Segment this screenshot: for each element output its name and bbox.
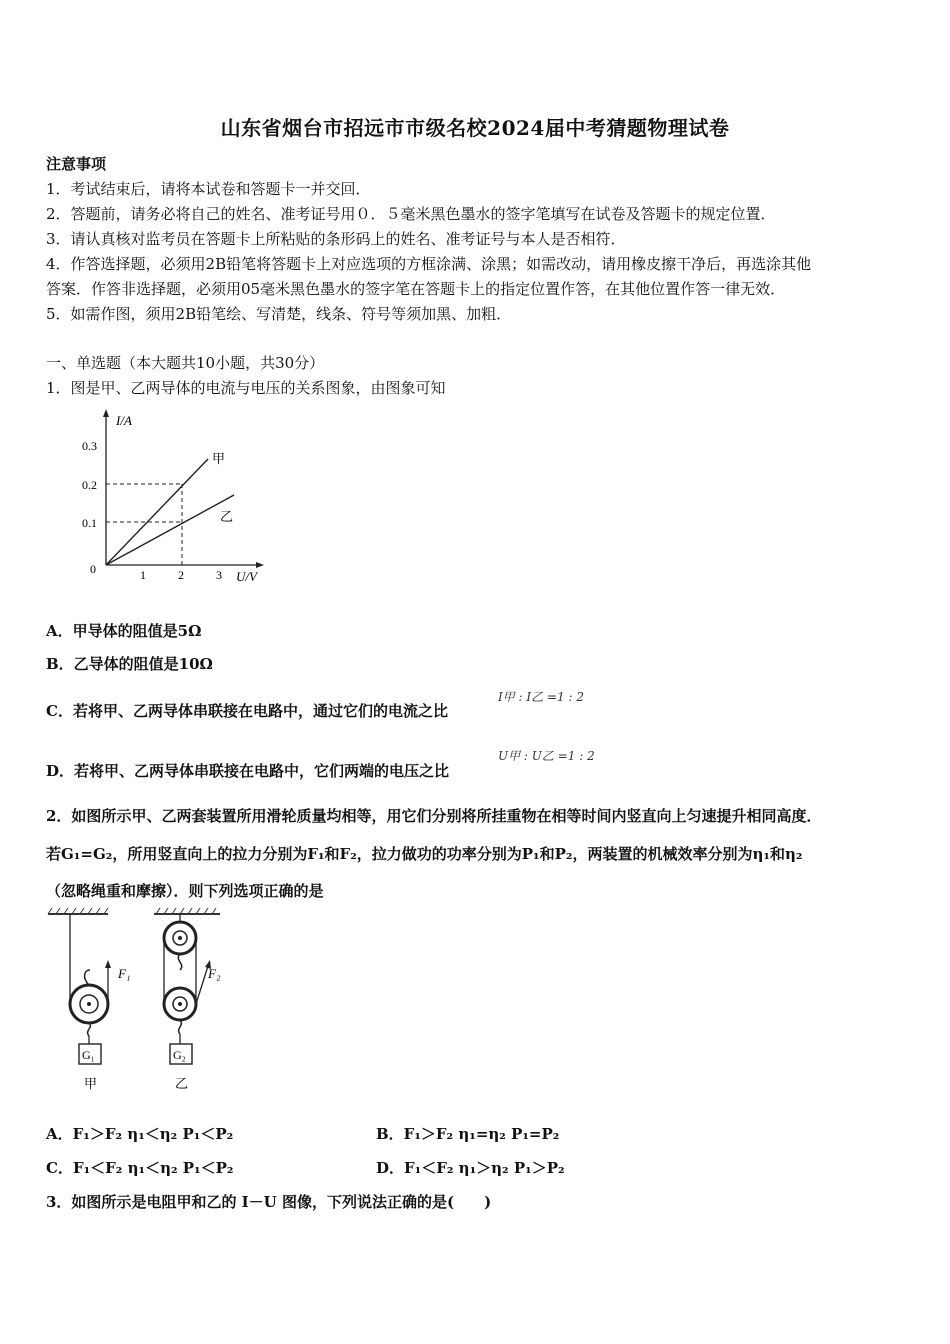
q1-option-a: A．甲导体的阻值是5Ω: [46, 622, 202, 640]
line-jia-label: 甲: [212, 451, 226, 466]
notice-heading: 注意事项: [46, 155, 107, 173]
notice-item: 2．答题前，请务必将自己的姓名、准考证号用０．５毫米黑色墨水的签字笔填写在试卷及答题卡的规定位置．: [46, 205, 776, 223]
q1-option-b: B．乙导体的阻值是10Ω: [46, 655, 213, 673]
notice-item: 3．请认真核对监考员在答题卡上所粘贴的条形码上的姓名、准考证号与本人是否相符．: [46, 230, 626, 248]
q2-pulley-figure: [44, 908, 244, 1098]
q2-option-b: B．F₁＞F₂ η₁=η₂ P₁=P₂: [376, 1125, 560, 1143]
origin-label: 0: [90, 562, 96, 576]
section-heading: 一、单选题（本大题共10小题，共30分）: [46, 354, 325, 372]
line-jia: [106, 459, 208, 565]
y-tick-label: 0.2: [82, 478, 97, 492]
x-tick-label: 3: [216, 568, 222, 582]
x-tick-label: 1: [140, 568, 146, 582]
y-tick-label: 0.1: [82, 516, 97, 530]
weight-g1-label: G₁: [82, 1048, 95, 1062]
q2-option-c: C．F₁＜F₂ η₁＜η₂ P₁＜P₂: [46, 1159, 234, 1177]
q3-stem: 3．如图所示是电阻甲和乙的 I－U 图像，下列说法正确的是( ): [46, 1193, 492, 1211]
notice-item: 答案．作答非选择题，必须用05毫米黑色墨水的签字笔在答题卡上的指定位置作答，在其他位置作答一律无效．: [46, 280, 786, 298]
q1-option-c-ratio: I甲 : I乙 =1 : 2: [498, 690, 584, 704]
q1-stem: 1．图是甲、乙两导体的电流与电压的关系图象，由图象可知: [46, 379, 446, 397]
q2-option-a: A．F₁＞F₂ η₁＜η₂ P₁＜P₂: [46, 1125, 234, 1143]
y-tick-label: 0.3: [82, 439, 97, 453]
q2-stem-line: （忽略绳重和摩擦）．则下列选项正确的是: [46, 882, 324, 900]
page-title: 山东省烟台市招远市市级名校2024届中考猜题物理试卷: [220, 116, 730, 140]
x-tick-label: 2: [178, 568, 184, 582]
q2-option-d: D．F₁＜F₂ η₁＞η₂ P₁＞P₂: [376, 1159, 565, 1177]
q1-option-d-ratio: U甲 : U乙 =1 : 2: [498, 749, 595, 763]
force-f2-label: F₂: [208, 966, 221, 981]
q1-option-d: D．若将甲、乙两导体串联接在电路中，它们两端的电压之比: [46, 762, 450, 780]
y-axis-label: I/A: [116, 413, 132, 428]
weight-g2-label: G₂: [173, 1048, 186, 1062]
q2-stem-line: 若G₁=G₂，所用竖直向上的拉力分别为F₁和F₂，拉力做功的功率分别为P₁和P₂，两装置的机械效率分别为η₁和η₂: [46, 845, 803, 863]
notice-item: 1．考试结束后，请将本试卷和答题卡一并交回．: [46, 180, 371, 198]
line-yi: [106, 495, 234, 565]
q1-iu-graph: [80, 405, 270, 585]
notice-item: 4．作答选择题，必须用2B铅笔将答题卡上对应选项的方框涂满、涂黑；如需改动，请用橡皮擦干净后，再选涂其他: [46, 255, 812, 273]
q1-option-c: C．若将甲、乙两导体串联接在电路中，通过它们的电流之比: [46, 702, 448, 720]
caption-jia: 甲: [84, 1076, 98, 1091]
notice-item: 5．如需作图，须用2B铅笔绘、写清楚，线条、符号等须加黑、加粗．: [46, 305, 512, 323]
caption-yi: 乙: [175, 1076, 189, 1091]
x-axis-label: U/V: [236, 569, 257, 584]
line-yi-label: 乙: [220, 509, 234, 524]
force-f1-label: F₁: [118, 966, 131, 981]
q2-stem-line: 2．如图所示甲、乙两套装置所用滑轮质量均相等，用它们分别将所挂重物在相等时间内竖直向上匀速提升相同高度．: [46, 807, 822, 825]
